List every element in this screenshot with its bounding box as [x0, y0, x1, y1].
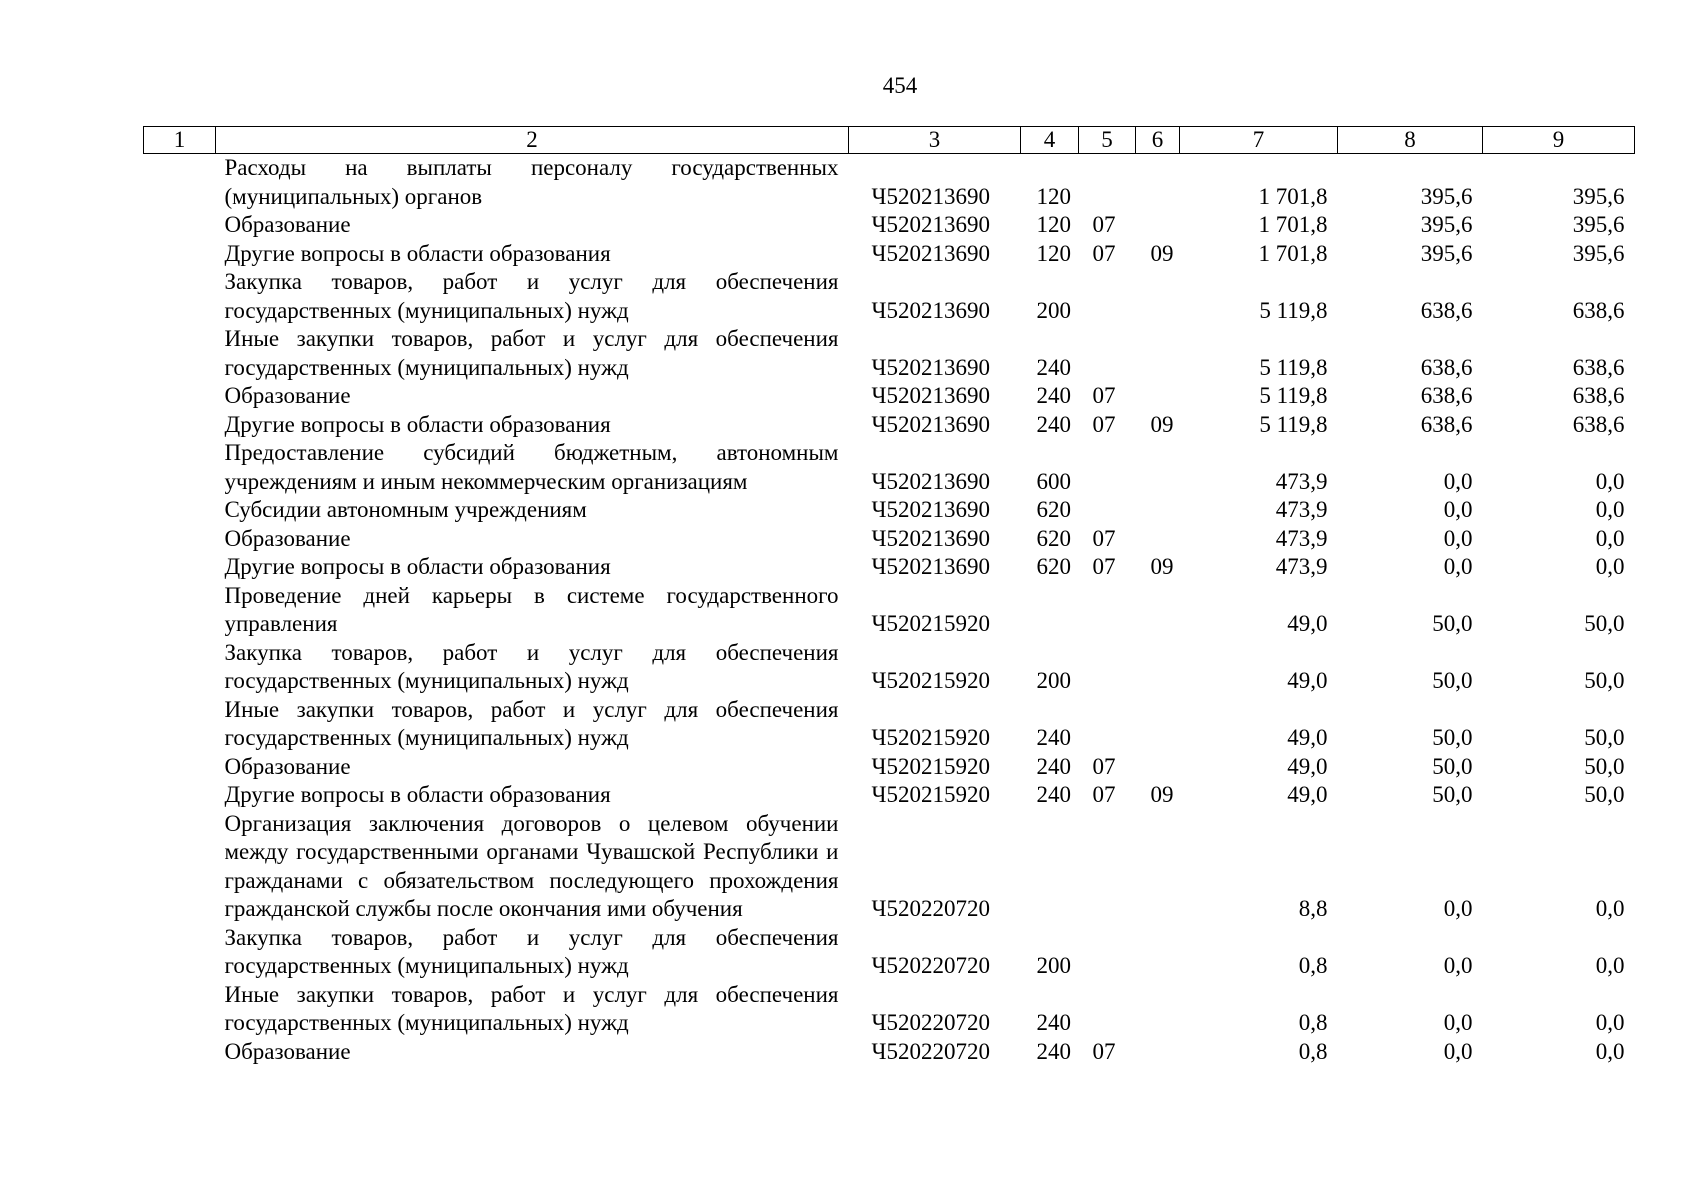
item-name: Проведение дней карьеры в системе государственного управления — [224, 582, 839, 636]
table-row — [144, 981, 1635, 1038]
target-article-code: Ч520215920 — [871, 782, 990, 807]
amount-col-8: 50,0 — [1432, 782, 1473, 807]
section-code: 07 — [1092, 782, 1116, 807]
target-article-code: Ч520220720 — [871, 1010, 990, 1035]
subsection-code — [1136, 525, 1180, 554]
column-number: 8 — [1338, 127, 1483, 154]
amount-col-7: 5 119,8 — [1259, 354, 1328, 380]
item-name: Иные закупки товаров, работ и услуг для обеспечения государственных (муниципальных) нужд — [224, 981, 839, 1035]
empty-cell — [144, 553, 216, 582]
target-article-code: Ч520213690 — [871, 468, 990, 494]
section-code: 07 — [1092, 753, 1116, 779]
empty-cell — [144, 525, 216, 554]
empty-cell — [144, 924, 216, 981]
subsection-code — [1136, 154, 1180, 212]
target-article-code: Ч520213690 — [871, 212, 990, 237]
item-name: Другие вопросы в области образования — [224, 411, 611, 437]
table-row — [144, 696, 1635, 753]
subsection-code — [1136, 211, 1180, 240]
amount-col-7: 473,9 — [1275, 554, 1328, 579]
column-number: 2 — [216, 127, 849, 154]
table-row — [144, 525, 1635, 554]
expense-type-code: 200 — [1036, 297, 1071, 323]
amount-col-7: 1 701,8 — [1258, 183, 1328, 209]
item-name: Организация заключения договоров о целевом обучении между государственными органами Чувашской Республики и гражданами с обязательством последующего прохождения гражданской службы после окончания ими обучения — [224, 810, 839, 921]
column-number: 1 — [144, 127, 216, 154]
item-name: Другие вопросы в области образования — [224, 240, 611, 266]
expense-type-code: 620 — [1036, 525, 1071, 551]
subsection-code: 09 — [1150, 411, 1174, 437]
amount-col-9: 0,0 — [1595, 525, 1625, 551]
section-code — [1079, 810, 1136, 924]
expense-type-code: 620 — [1036, 554, 1071, 579]
empty-cell — [144, 496, 216, 525]
target-article-code: Ч520220720 — [871, 953, 990, 978]
section-code — [1079, 696, 1136, 753]
table-row — [144, 582, 1635, 639]
expense-type-code — [1021, 582, 1079, 639]
subsection-code — [1136, 1038, 1180, 1067]
amount-col-8: 638,6 — [1420, 383, 1473, 408]
amount-col-7: 49,0 — [1287, 725, 1328, 750]
target-article-code: Ч520213690 — [871, 554, 990, 579]
subsection-code — [1136, 639, 1180, 696]
target-article-code: Ч520213690 — [871, 354, 990, 380]
column-number: 9 — [1483, 127, 1635, 154]
empty-cell — [144, 240, 216, 269]
section-code — [1079, 639, 1136, 696]
item-name: Предоставление субсидий бюджетным, автономным учреждениям и иным некоммерческим организациям — [224, 440, 839, 494]
subsection-code — [1136, 325, 1180, 382]
section-code: 07 — [1092, 212, 1116, 237]
subsection-code: 09 — [1150, 554, 1174, 579]
target-article-code: Ч520213690 — [871, 383, 990, 408]
amount-col-7: 5 119,8 — [1259, 411, 1328, 437]
column-number: 6 — [1136, 127, 1180, 154]
subsection-code — [1136, 268, 1180, 325]
expense-type-code: 240 — [1036, 753, 1071, 779]
budget-table — [143, 126, 1635, 1066]
item-name: Образование — [224, 383, 351, 408]
item-name: Иные закупки товаров, работ и услуг для обеспечения государственных (муниципальных) нужд — [224, 326, 839, 380]
item-name: Закупка товаров, работ и услуг для обеспечения государственных (муниципальных) нужд — [224, 639, 839, 693]
table-row — [144, 781, 1635, 810]
expense-type-code: 200 — [1036, 953, 1071, 978]
section-code: 07 — [1092, 1038, 1116, 1064]
subsection-code — [1136, 582, 1180, 639]
expense-type-code: 620 — [1036, 497, 1071, 522]
amount-col-9: 50,0 — [1584, 668, 1625, 693]
amount-col-8: 638,6 — [1420, 354, 1473, 380]
empty-cell — [144, 639, 216, 696]
amount-col-7: 49,0 — [1287, 611, 1328, 636]
expense-type-code: 120 — [1036, 212, 1071, 237]
empty-cell — [144, 753, 216, 782]
item-name: Другие вопросы в области образования — [224, 782, 611, 807]
amount-col-7: 473,9 — [1275, 525, 1328, 551]
table-row — [144, 382, 1635, 411]
amount-col-9: 638,6 — [1572, 383, 1625, 408]
amount-col-7: 0,8 — [1298, 1038, 1328, 1064]
expense-type-code: 240 — [1036, 411, 1071, 437]
target-article-code: Ч520213690 — [871, 497, 990, 522]
column-number: 5 — [1079, 127, 1136, 154]
empty-cell — [144, 211, 216, 240]
amount-col-8: 638,6 — [1420, 297, 1473, 323]
column-number-row — [144, 127, 1635, 154]
target-article-code: Ч520213690 — [871, 525, 990, 551]
subsection-code — [1136, 981, 1180, 1038]
item-name: Другие вопросы в области образования — [224, 554, 611, 579]
amount-col-8: 0,0 — [1443, 1010, 1473, 1035]
section-code — [1079, 582, 1136, 639]
amount-col-7: 1 701,8 — [1258, 212, 1328, 237]
table-row — [144, 325, 1635, 382]
item-name: Образование — [224, 212, 351, 237]
table-row — [144, 154, 1635, 212]
amount-col-9: 395,6 — [1572, 212, 1625, 237]
table-body — [144, 154, 1635, 1067]
amount-col-8: 0,0 — [1443, 468, 1473, 494]
expense-type-code: 240 — [1036, 725, 1071, 750]
section-code — [1079, 268, 1136, 325]
amount-col-8: 0,0 — [1443, 953, 1473, 978]
empty-cell — [144, 810, 216, 924]
expense-type-code: 600 — [1036, 468, 1071, 494]
amount-col-9: 638,6 — [1572, 297, 1625, 323]
amount-col-8: 0,0 — [1443, 525, 1473, 551]
empty-cell — [144, 154, 216, 212]
amount-col-9: 395,6 — [1572, 183, 1625, 209]
amount-col-8: 395,6 — [1420, 240, 1473, 266]
empty-cell — [144, 781, 216, 810]
expense-type-code: 120 — [1036, 240, 1071, 266]
amount-col-9: 0,0 — [1595, 1038, 1625, 1064]
empty-cell — [144, 1038, 216, 1067]
subsection-code — [1136, 810, 1180, 924]
expense-type-code: 240 — [1036, 383, 1071, 408]
empty-cell — [144, 439, 216, 496]
amount-col-8: 50,0 — [1432, 668, 1473, 693]
section-code — [1079, 154, 1136, 212]
amount-col-9: 0,0 — [1595, 554, 1625, 579]
amount-col-9: 50,0 — [1584, 611, 1625, 636]
expense-type-code: 240 — [1036, 782, 1071, 807]
table-row — [144, 553, 1635, 582]
amount-col-8: 50,0 — [1432, 611, 1473, 636]
amount-col-8: 0,0 — [1443, 896, 1473, 921]
section-code: 07 — [1092, 554, 1116, 579]
table-row — [144, 753, 1635, 782]
amount-col-8: 50,0 — [1432, 753, 1473, 779]
expense-type-code: 240 — [1036, 354, 1071, 380]
column-number: 4 — [1021, 127, 1079, 154]
section-code: 07 — [1092, 411, 1116, 437]
amount-col-7: 49,0 — [1287, 668, 1328, 693]
expense-type-code: 200 — [1036, 668, 1071, 693]
empty-cell — [144, 696, 216, 753]
subsection-code — [1136, 382, 1180, 411]
table-row — [144, 240, 1635, 269]
page-number: 454 — [882, 73, 918, 98]
subsection-code — [1136, 924, 1180, 981]
item-name: Закупка товаров, работ и услуг для обеспечения государственных (муниципальных) нужд — [224, 269, 839, 323]
expense-type-code: 120 — [1036, 183, 1071, 209]
amount-col-8: 395,6 — [1420, 183, 1473, 209]
amount-col-9: 638,6 — [1572, 411, 1625, 437]
target-article-code: Ч520215920 — [871, 725, 990, 750]
column-number: 7 — [1180, 127, 1338, 154]
empty-cell — [144, 382, 216, 411]
item-name: Субсидии автономным учреждениям — [224, 497, 587, 522]
target-article-code: Ч520213690 — [871, 183, 990, 209]
table-row — [144, 810, 1635, 924]
subsection-code — [1136, 439, 1180, 496]
subsection-code — [1136, 753, 1180, 782]
amount-col-7: 0,8 — [1298, 953, 1328, 978]
table-row — [144, 439, 1635, 496]
amount-col-7: 49,0 — [1287, 782, 1328, 807]
table-row — [144, 411, 1635, 440]
table-row — [144, 639, 1635, 696]
amount-col-9: 50,0 — [1584, 753, 1625, 779]
amount-col-9: 50,0 — [1584, 782, 1625, 807]
section-code — [1079, 981, 1136, 1038]
empty-cell — [144, 411, 216, 440]
subsection-code: 09 — [1150, 782, 1174, 807]
amount-col-7: 473,9 — [1275, 497, 1328, 522]
section-code: 07 — [1092, 525, 1116, 551]
column-number: 3 — [849, 127, 1021, 154]
item-name: Расходы на выплаты персоналу государственных (муниципальных) органов — [224, 155, 839, 209]
amount-col-7: 5 119,8 — [1259, 297, 1328, 323]
empty-cell — [144, 582, 216, 639]
amount-col-7: 49,0 — [1287, 753, 1328, 779]
empty-cell — [144, 325, 216, 382]
section-code — [1079, 924, 1136, 981]
table-row — [144, 211, 1635, 240]
target-article-code: Ч520215920 — [871, 611, 990, 636]
subsection-code — [1136, 696, 1180, 753]
amount-col-9: 638,6 — [1572, 354, 1625, 380]
item-name: Образование — [224, 525, 351, 551]
table-row — [144, 268, 1635, 325]
table-row — [144, 924, 1635, 981]
amount-col-9: 0,0 — [1595, 896, 1625, 921]
table-row — [144, 1038, 1635, 1067]
target-article-code: Ч520220720 — [871, 1038, 990, 1064]
amount-col-8: 0,0 — [1443, 1038, 1473, 1064]
amount-col-9: 0,0 — [1595, 468, 1625, 494]
amount-col-7: 473,9 — [1275, 468, 1328, 494]
target-article-code: Ч520215920 — [871, 753, 990, 779]
expense-type-code: 240 — [1036, 1010, 1071, 1035]
amount-col-9: 0,0 — [1595, 497, 1625, 522]
amount-col-7: 5 119,8 — [1259, 383, 1328, 408]
section-code — [1079, 439, 1136, 496]
amount-col-9: 0,0 — [1595, 1010, 1625, 1035]
amount-col-8: 638,6 — [1420, 411, 1473, 437]
amount-col-8: 50,0 — [1432, 725, 1473, 750]
amount-col-8: 0,0 — [1443, 497, 1473, 522]
expense-type-code: 240 — [1036, 1038, 1071, 1064]
section-code — [1079, 325, 1136, 382]
item-name: Образование — [224, 1038, 351, 1064]
target-article-code: Ч520215920 — [871, 668, 990, 693]
empty-cell — [144, 268, 216, 325]
amount-col-9: 395,6 — [1572, 240, 1625, 266]
amount-col-9: 50,0 — [1584, 725, 1625, 750]
section-code — [1079, 496, 1136, 525]
empty-cell — [144, 981, 216, 1038]
item-name: Иные закупки товаров, работ и услуг для обеспечения государственных (муниципальных) нужд — [224, 696, 839, 750]
amount-col-7: 8,8 — [1298, 896, 1328, 921]
amount-col-8: 0,0 — [1443, 554, 1473, 579]
section-code: 07 — [1092, 240, 1116, 266]
table-row — [144, 496, 1635, 525]
section-code: 07 — [1092, 383, 1116, 408]
item-name: Закупка товаров, работ и услуг для обеспечения государственных (муниципальных) нужд — [224, 924, 839, 978]
amount-col-7: 0,8 — [1298, 1010, 1328, 1035]
target-article-code: Ч520213690 — [871, 411, 990, 437]
target-article-code: Ч520220720 — [871, 896, 990, 921]
subsection-code — [1136, 496, 1180, 525]
amount-col-7: 1 701,8 — [1258, 240, 1328, 266]
item-name: Образование — [224, 753, 351, 779]
amount-col-9: 0,0 — [1595, 953, 1625, 978]
expense-type-code — [1021, 810, 1079, 924]
amount-col-8: 395,6 — [1420, 212, 1473, 237]
subsection-code: 09 — [1150, 240, 1174, 266]
target-article-code: Ч520213690 — [871, 297, 990, 323]
target-article-code: Ч520213690 — [871, 240, 990, 266]
